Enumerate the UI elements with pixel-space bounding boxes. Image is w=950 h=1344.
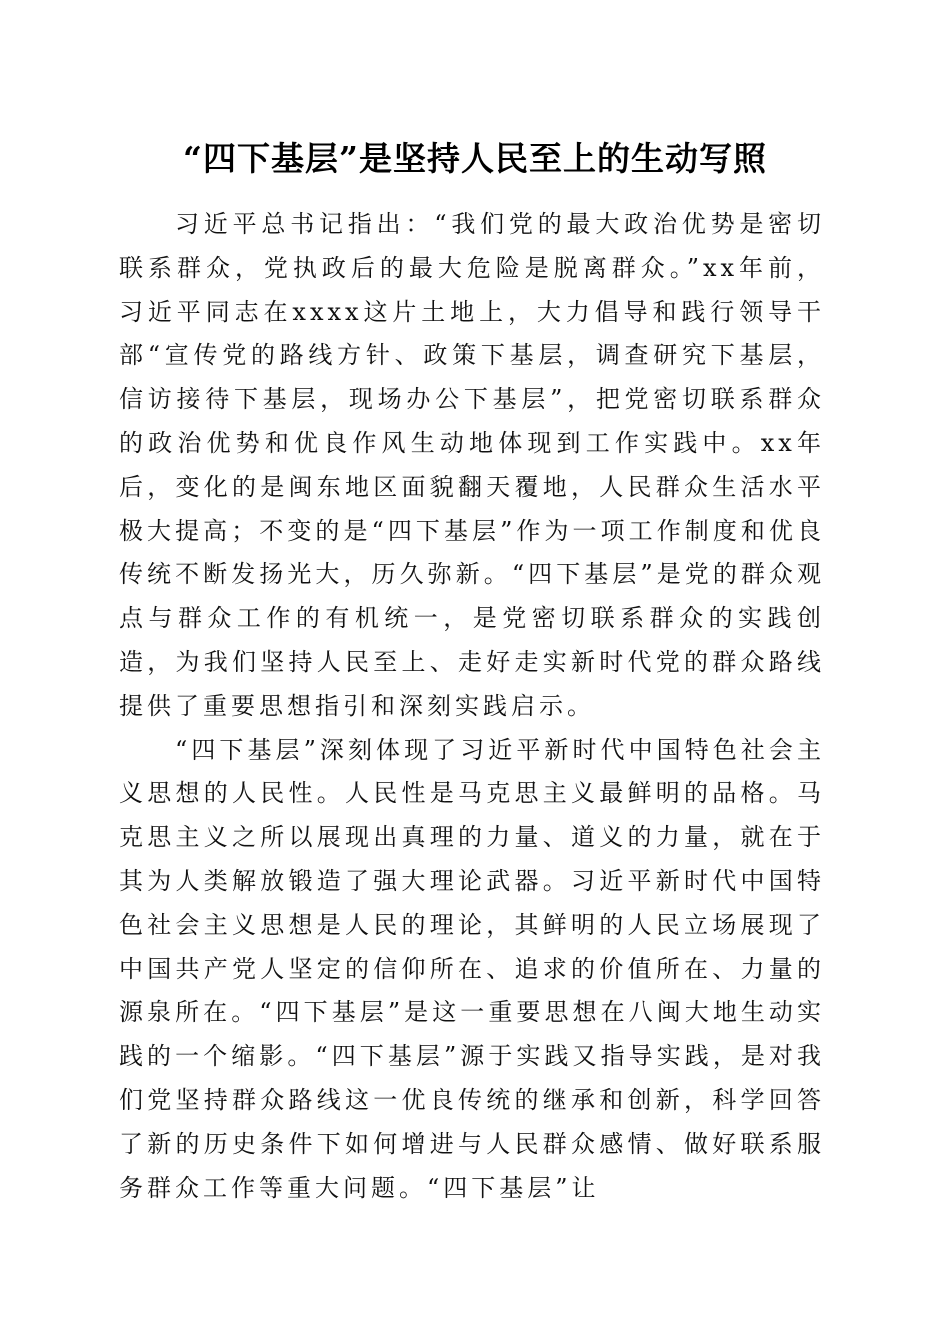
paragraph-1: 习近平总书记指出：“我们党的最大政治优势是密切联系群众，党执政后的最大危险是脱离群众。”xx年前，习近平同志在xxxx这片土地上，大力倡导和践行领导干部“宣传党的路线方针、政策下基层，调查研究下基层，信访接待下基层，现场办公下基层”，把党密切联系群众的政治优势和优良作风生动地体现到工作实践中。xx年后，变化的是闽东地区面貌翻天覆地，人民群众生活水平极大提高；不变的是“四下基层”作为一项工作制度和优良传统不断发扬光大，历久弥新。“四下基层”是党的群众观点与群众工作的有机统一，是党密切联系群众的实践创造，为我们坚持人民至上、走好走实新时代党的群众路线提供了重要思想指引和深刻实践启示。 (119, 210, 825, 720)
paragraph-2: “四下基层”深刻体现了习近平新时代中国特色社会主义思想的人民性。人民性是马克思主义最鲜明的品格。马克思主义之所以展现出真理的力量、道义的力量，就在于其为人类解放锻造了强大理论武器。习近平新时代中国特色社会主义思想是人民的理论，其鲜明的人民立场展现了中国共产党人坚定的信仰所在、追求的价值所在、力量的源泉所在。“四下基层”是这一重要思想在八闽大地生动实践的一个缩影。“四下基层”源于实践又指导实践，是对我们党坚持群众路线这一优良传统的继承和创新，科学回答了新的历史条件下如何增进与人民群众感情、做好联系服务群众工作等重大问题。“四下基层”让 (119, 735, 825, 1202)
document-title: “四下基层”是坚持人民至上的生动写照 (183, 139, 767, 178)
document-body (119, 203, 825, 1210)
